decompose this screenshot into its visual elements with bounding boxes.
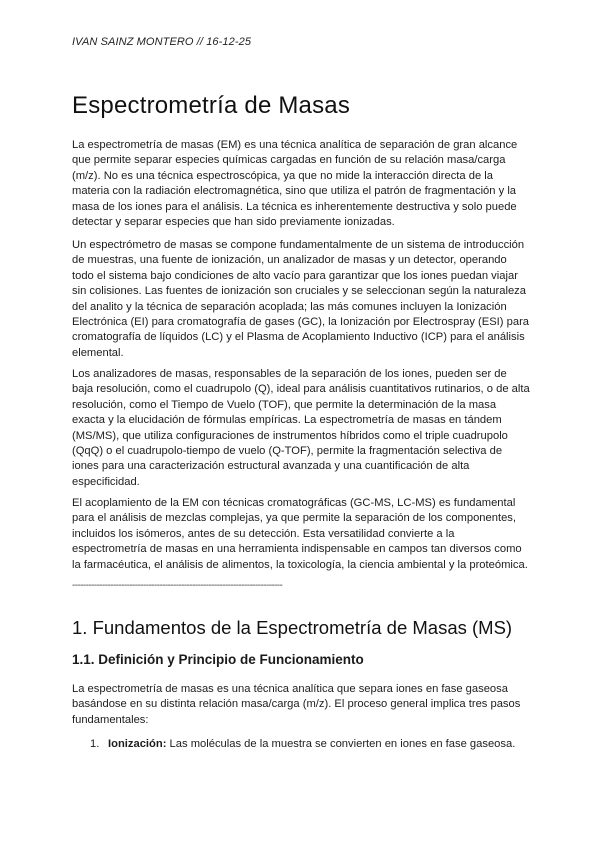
- list-item-number: 1.: [90, 738, 100, 750]
- list-item: [72, 737, 530, 752]
- list-item-text: Las moléculas de la muestra se convierten en iones en fase gaseosa.: [166, 738, 516, 750]
- intro-paragraph-4: El acoplamiento de la EM con técnicas cromatográficas (GC-MS, LC-MS) es fundamental para el análisis de mezclas complejas, ya que permite la separación de los componentes, incluidos los isómeros, antes de su detección. Esta versatilidad convierte a la espectrometría de masas en una herramienta indispensable en campos tan diversos como la farmacéutica, el análisis de alimentos, la toxicología, la ciencia ambiental y la proteómica.: [72, 497, 528, 571]
- subsection-heading: 1.1. Definición y Principio de Funcionamiento: [72, 652, 364, 667]
- section-paragraph: La espectrometría de masas es una técnica analítica que separa iones en fase gaseosa basándose en su distinta relación masa/carga (m/z). El proceso general implica tres pasos fundamentales:: [72, 683, 521, 726]
- intro-paragraph-1: La espectrometría de masas (EM) es una técnica analítica de separación de gran alcance que permite separar especies químicas cargadas en función de su relación masa/carga (m/z). No es una técnica espectroscópica, ya que no mide la interacción directa de la materia con la radiación electromagnética, sino que utiliza el patrón de fragmentación y la masa de los iones para el análisis. La técnica es inherentemente destructiva y solo puede detectar y separar especies que han sido previamente ionizadas.: [72, 139, 518, 229]
- steps-list: [72, 737, 530, 752]
- section-heading: 1. Fundamentos de la Espectrometría de Masas (MS): [72, 617, 513, 638]
- document-header: IVAN SAINZ MONTERO // 16-12-25: [72, 36, 252, 48]
- document-title: Espectrometría de Masas: [72, 92, 351, 119]
- intro-paragraph-3: Los analizadores de masas, responsables de la separación de los iones, pueden ser de baja resolución, como el cuadrupolo (Q), ideal para análisis cuantitativos rutinarios, o de alta resolución, como el Tiempo de Vuelo (TOF), que permite la determinación de la masa exacta y la elucidación de fórmulas empíricas. La espectrometría de masas en tándem (MS/MS), que utiliza configuraciones de instrumentos híbridos como el triple cuadrupolo (QqQ) o el cuadrupolo-tiempo de vuelo (Q-TOF), permite la fragmentación selectiva de iones para una caracterización estructural avanzada y una cuantificación de alta especificidad.: [72, 368, 530, 488]
- list-item-term: Ionización:: [108, 738, 167, 750]
- intro-paragraph-2: Un espectrómetro de masas se compone fundamentalmente de un sistema de introducción de muestras, una fuente de ionización, un analizador de masas y un detector, operando todo el sistema bajo condiciones de alto vacío para garantizar que los iones puedan viajar sin colisiones. Las fuentes de ionización son cruciales y se seleccionan según la naturaleza del analito y la técnica de separación acoplada; las más comunes incluyen la Ionización Electrónica (EI) para cromatografía de gases (GC), la Ionización por Electrospray (ESI) para cromatografía de líquidos (LC) y el Plasma de Acoplamiento Inductivo (ICP) para el análisis elemental.: [72, 239, 530, 359]
- section-divider: -----------------------------------------------------------------------------: [72, 580, 283, 591]
